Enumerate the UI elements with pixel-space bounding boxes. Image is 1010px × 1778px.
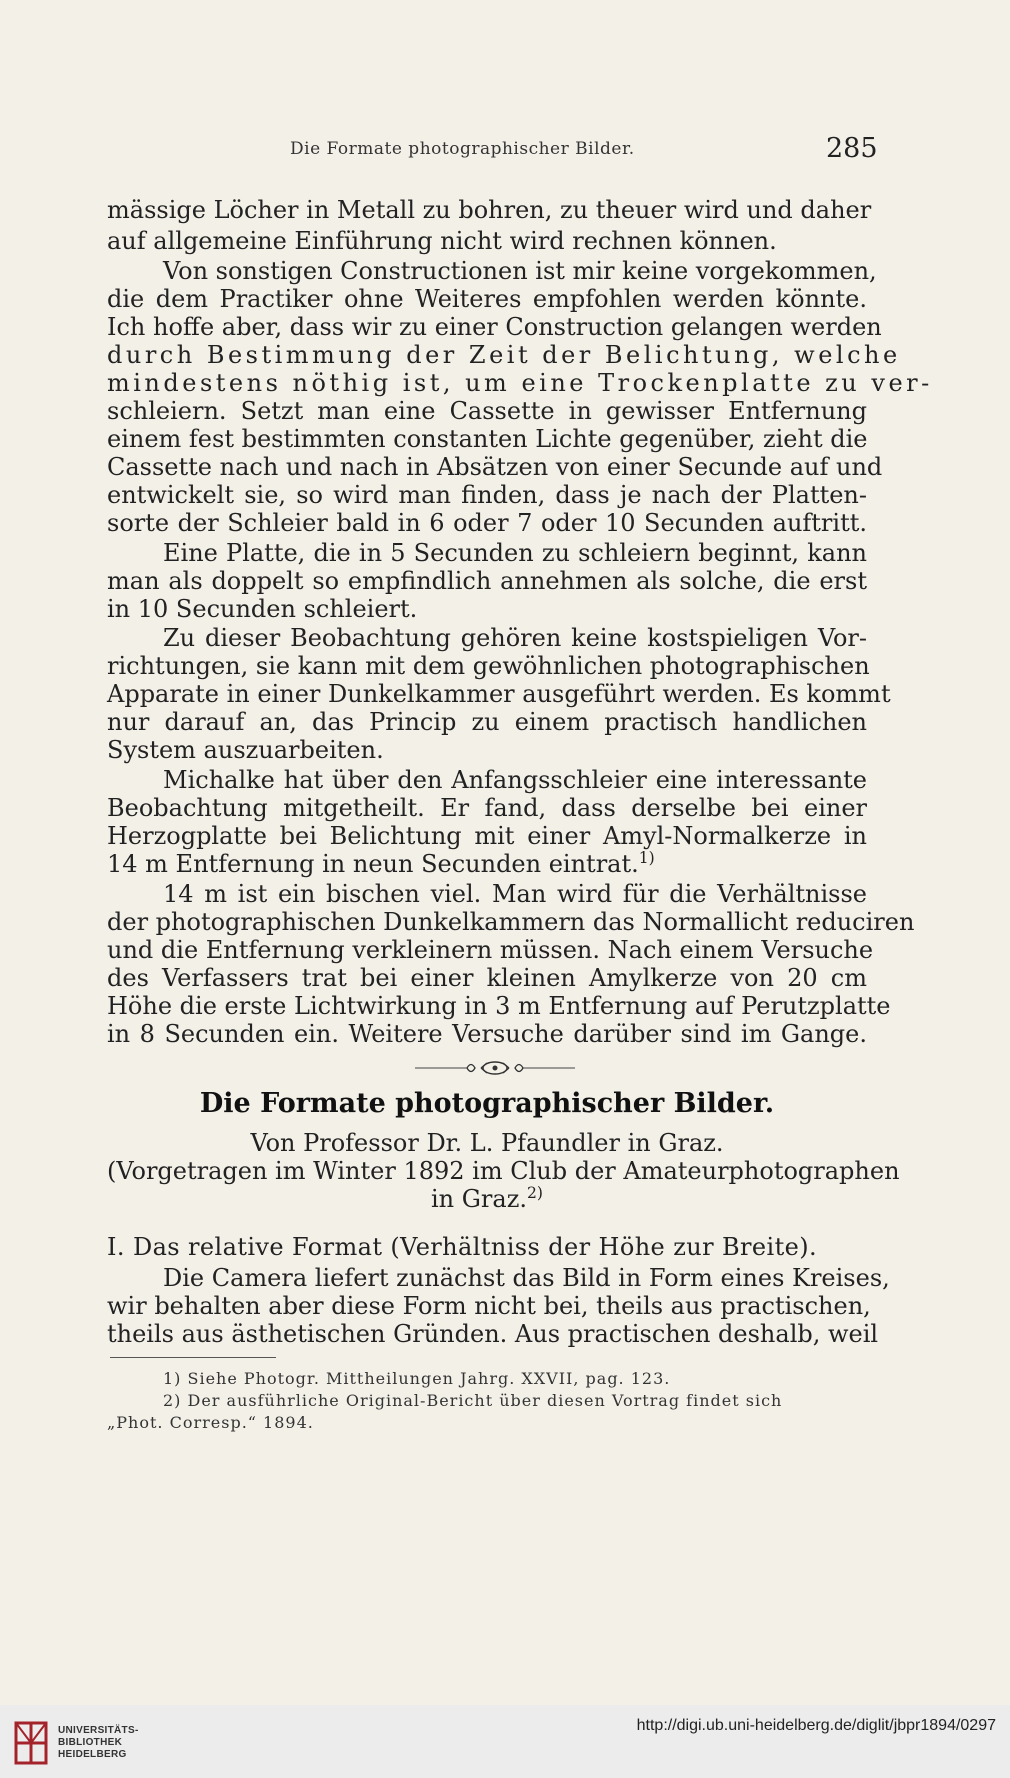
text-line: Michalke hat über den Anfangsschleier eine interessante <box>163 766 867 794</box>
library-name-line: HEIDELBERG <box>58 1749 127 1760</box>
text-line: Zu dieser Beobachtung gehören keine kostspieligen Vor- <box>163 624 867 652</box>
text-line <box>107 850 867 878</box>
text-line: schleiern. Setzt man eine Cassette in gewisser Entfernung <box>107 397 867 425</box>
text-line: durch Bestimmung der Zeit der Belichtung, welche <box>107 341 901 369</box>
text-line: Die Camera liefert zunächst das Bild in Form eines Kreises, <box>163 1264 890 1292</box>
text-line: theils aus ästhetischen Gründen. Aus practischen deshalb, weil <box>107 1320 879 1348</box>
text-line: mässige Löcher in Metall zu bohren, zu theuer wird und daher <box>107 196 872 224</box>
footnote: 2) Der ausführliche Original-Bericht über diesen Vortrag findet sich <box>163 1391 783 1410</box>
footer-bar <box>0 1705 1010 1778</box>
text-line-content: 14 m Entfernung in neun Secunden eintrat. <box>107 850 639 878</box>
article-note-text: in Graz. <box>430 1185 527 1213</box>
library-name-line: UNIVERSITÄTS- <box>58 1725 139 1736</box>
text-line: Von sonstigen Constructionen ist mir keine vorgekommen, <box>163 257 877 285</box>
text-line: Höhe die erste Lichtwirkung in 3 m Entfernung auf Perutzplatte <box>107 992 891 1020</box>
library-name-line: BIBLIOTHEK <box>58 1737 123 1748</box>
text-line: Beobachtung mitgetheilt. Er fand, dass derselbe bei einer <box>107 794 867 822</box>
text-line: richtungen, sie kann mit dem gewöhnlichen photographischen <box>107 652 870 680</box>
source-url-link[interactable]: http://digi.ub.uni-heidelberg.de/diglit/jbpr1894/0297 <box>636 1717 996 1734</box>
footnote: 1) Siehe Photogr. Mittheilungen Jahrg. XXVII, pag. 123. <box>163 1369 671 1388</box>
article-title: Die Formate photographischer Bilder. <box>199 1088 775 1119</box>
text-line: wir behalten aber diese Form nicht bei, theils aus practischen, <box>107 1292 871 1320</box>
running-header: Die Formate photographischer Bilder. <box>290 139 635 159</box>
text-line: man als doppelt so empfindlich annehmen als solche, die erst <box>107 567 867 595</box>
section-heading: I. Das relative Format (Verhältniss der Höhe zur Breite). <box>107 1233 818 1261</box>
text-line: System auszuarbeiten. <box>107 736 384 764</box>
text-line: einem fest bestimmten constanten Lichte gegenüber, zieht die <box>107 425 868 453</box>
text-line: entwickelt sie, so wird man finden, dass je nach der Platten- <box>107 481 867 509</box>
footnote-rule <box>110 1357 276 1358</box>
text-line: in 10 Secunden schleiert. <box>107 595 418 623</box>
text-line: die dem Practiker ohne Weiteres empfohlen werden könnte. <box>107 285 867 313</box>
text-line: auf allgemeine Einführung nicht wird rechnen können. <box>107 227 777 255</box>
footnote-ref: 1) <box>638 849 655 867</box>
text-line: Cassette nach und nach in Absätzen von einer Secunde auf und <box>107 453 883 481</box>
text-line: sorte der Schleier bald in 6 oder 7 oder 10 Secunden auftritt. <box>107 509 867 537</box>
text-line: Ich hoffe aber, dass wir zu einer Construction gelangen werden <box>107 313 882 341</box>
ornament-divider <box>415 1057 575 1079</box>
text-line: Eine Platte, die in 5 Secunden zu schleiern beginnt, kann <box>163 539 867 567</box>
article-note-line <box>107 1185 867 1213</box>
library-logo-icon <box>12 1717 50 1769</box>
text-line: und die Entfernung verkleinern müssen. Nach einem Versuche <box>107 936 874 964</box>
text-line: des Verfassers trat bei einer kleinen Amylkerze von 20 cm <box>107 964 867 992</box>
footnote: „Phot. Corresp.“ 1894. <box>107 1413 314 1432</box>
text-line: Herzogplatte bei Belichtung mit einer Amyl-Normalkerze in <box>107 822 867 850</box>
text-line: mindestens nöthig ist, um eine Trockenplatte zu ver- <box>107 369 933 397</box>
page-number: 285 <box>826 133 878 164</box>
text-line: nur darauf an, das Princip zu einem practisch handlichen <box>107 708 867 736</box>
text-line: der photographischen Dunkelkammern das Normallicht reduciren <box>107 908 915 936</box>
text-line: 14 m ist ein bischen viel. Man wird für die Verhältnisse <box>163 880 867 908</box>
footnote-ref: 2) <box>526 1184 543 1202</box>
text-line: Apparate in einer Dunkelkammer ausgeführt werden. Es kommt <box>107 680 891 708</box>
article-byline: Von Professor Dr. L. Pfaundler in Graz. <box>250 1129 724 1157</box>
text-line: in 8 Secunden ein. Weitere Versuche darüber sind im Gange. <box>107 1020 867 1048</box>
article-note-line: (Vorgetragen im Winter 1892 im Club der Amateurphotographen <box>107 1157 900 1185</box>
